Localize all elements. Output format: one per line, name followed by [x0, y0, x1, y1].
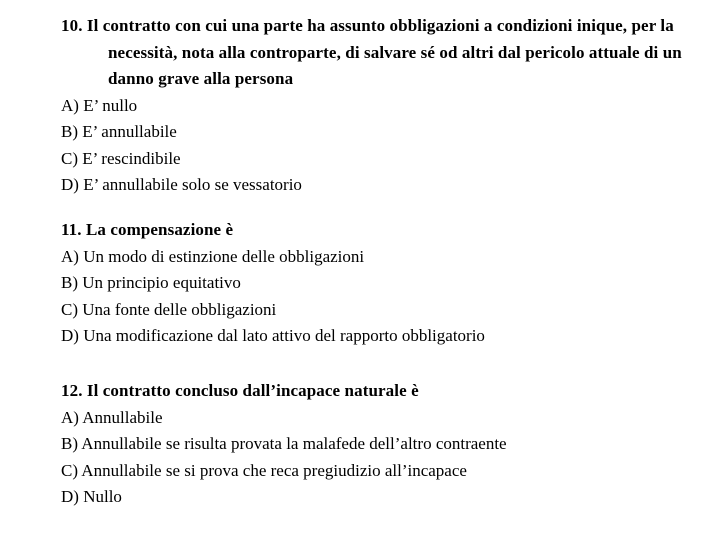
question-title: 12. Il contratto concluso dall’incapace naturale è	[61, 381, 419, 400]
option-c: C) Una fonte delle obbligazioni	[61, 299, 277, 319]
option-b: B) E’ annullabile	[61, 122, 177, 141]
option-a: A) Un modo di estinzione delle obbligazioni	[61, 246, 365, 266]
question-12	[61, 378, 701, 511]
option-c: C) E’ rescindibile	[61, 148, 181, 168]
question-10	[61, 13, 701, 199]
question-title: 10. Il contratto con cui una parte ha assunto obbligazioni a condizioni inique, per la necessità, nota alla controparte, di salvare sé od altri dal pericolo attuale di un danno grave alla persona	[61, 16, 682, 88]
question-title: 11. La compensazione è	[61, 220, 234, 239]
option-a: A) E’ nullo	[61, 95, 138, 115]
question-11	[61, 217, 701, 350]
option-d: D) Nullo	[61, 487, 122, 506]
option-b: B) Annullabile se risulta provata la malafede dell’altro contraente	[61, 434, 507, 453]
option-c: C) Annullabile se si prova che reca pregiudizio all’incapace	[61, 460, 467, 480]
option-d: D) E’ annullabile solo se vessatorio	[61, 175, 302, 194]
option-d: D) Una modificazione dal lato attivo del rapporto obbligatorio	[61, 326, 485, 345]
option-b: B) Un principio equitativo	[61, 273, 241, 292]
option-a: A) Annullabile	[61, 407, 163, 427]
